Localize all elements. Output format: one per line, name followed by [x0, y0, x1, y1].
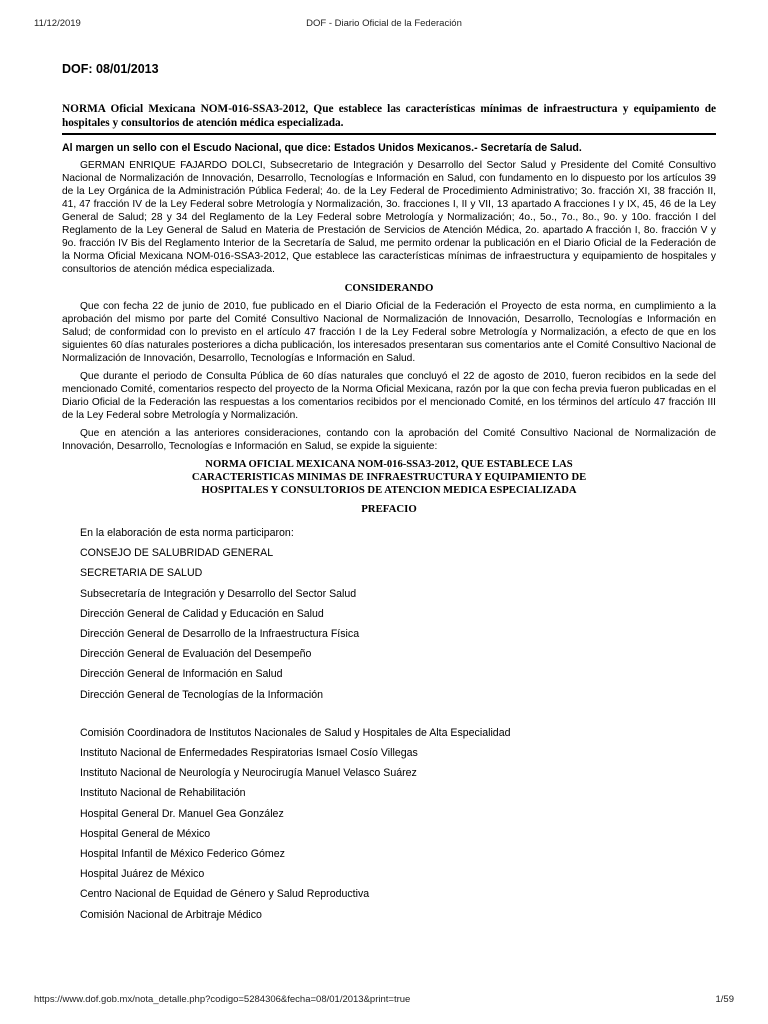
list-item: Instituto Nacional de Enfermedades Respiratorias Ismael Cosío Villegas — [80, 747, 418, 760]
prefacio-heading: PREFACIO — [361, 503, 417, 515]
page-number: 1/59 — [715, 994, 734, 1005]
margin-note: Al margen un sello con el Escudo Nacional, que dice: Estados Unidos Mexicanos.- Secretaría de Salud. — [62, 142, 582, 154]
list-item: Comisión Nacional de Arbitraje Médico — [80, 908, 262, 921]
list-item: Comisión Coordinadora de Institutos Nacionales de Salud y Hospitales de Alta Especialidad — [80, 726, 511, 739]
list-item: Dirección General de Evaluación del Desempeño — [80, 648, 312, 661]
list-item: Instituto Nacional de Rehabilitación — [80, 787, 246, 800]
norma-title: NORMA Oficial Mexicana NOM-016-SSA3-2012, Que establece las características mínimas de infraestructura y equipamiento de hospitales y consultorios de atención médica especializada. — [62, 102, 716, 135]
list-item: Subsecretaría de Integración y Desarrollo del Sector Salud — [80, 587, 357, 600]
participants-list — [80, 523, 716, 925]
print-url: https://www.dof.gob.mx/nota_detalle.php?codigo=5284306&fecha=08/01/2013&print=true — [34, 994, 411, 1005]
list-item: Centro Nacional de Equidad de Género y Salud Reproductiva — [80, 888, 370, 901]
norma-caps-title: NORMA OFICIAL MEXICANA NOM-016-SSA3-2012, QUE ESTABLECE LAS CARACTERISTICAS MINIMAS DE INFRAESTRUCTURA Y EQUIPAMIENTO DE HOSPITALES Y CONSULTORIOS DE ATENCION MEDICA ESPECIALIZADA — [191, 459, 587, 496]
dof-date: DOF: 08/01/2013 — [62, 62, 159, 76]
intro-paragraph: GERMAN ENRIQUE FAJARDO DOLCI, Subsecretario de Integración y Desarrollo del Sector Salud y Presidente del Comité Consultivo Nacional de Normalización de Innovación, Desarrollo, Tecnologías e Información en Salud, con fundamento en lo dispuesto por los artículos 39 de la Ley Orgánica de la Administración Pública Federal; 4o. de la Ley Federal de Procedimiento Administrativo; 3o. fracción XI, 38 fracción II, 41, 47 fracción IV de la Ley Federal sobre Metrología y Normalización, 3o. fracciones I, II y VII, 13 apartado A fracciones I y IX, 45, 46 de la Ley General de Salud; 28 y 34 del Reglamento de la Ley Federal sobre Metrología y Normalización; 4o., 5o., 7o., 8o., 9o. y 10o. fracción I del Reglamento de la Ley General de Salud en Materia de Prestación de Servicios de Atención Médica, 2o. apartado A fracción I, 8o. fracción V y 9o. fracción IV Bis del Reglamento Interior de la Secretaría de Salud, me permito ordenar la publicación en el Diario Oficial de la Federación de la Norma Oficial Mexicana NOM-016-SSA3-2012, Que establece las características mínimas de infraestructura y equipamiento de hospitales y consultorios de atención médica especializada. — [62, 160, 716, 275]
list-item: Hospital General Dr. Manuel Gea González — [80, 807, 284, 820]
list-item: Dirección General de Desarrollo de la Infraestructura Física — [80, 628, 360, 641]
considerando-heading: CONSIDERANDO — [344, 282, 434, 294]
considerando-paragraph: Que en atención a las anteriores consideraciones, contando con la aprobación del Comité Consultivo Nacional de Normalización de Innovación, Desarrollo, Tecnologías e Información en Salud, se expide la siguiente: — [62, 428, 716, 452]
list-item: Hospital General de México — [80, 827, 211, 840]
list-item: Hospital Infantil de México Federico Gómez — [80, 848, 285, 861]
list-item: Hospital Juárez de México — [80, 868, 205, 881]
considerando-paragraph: Que durante el periodo de Consulta Pública de 60 días naturales que concluyó el 22 de agosto de 2010, fueron recibidos en la sede del mencionado Comité, comentarios respecto del proyecto de la Norma Oficial Mexicana, razón por la que con fecha previa fueron publicadas en el Diario Oficial de la Federación las respuestas a los comentarios recibidos por el mencionado Comité, en los términos del artículo 47 fracción III de la Ley Federal sobre Metrología y Normalización. — [62, 371, 716, 421]
print-site-title: DOF - Diario Oficial de la Federación — [306, 18, 462, 29]
list-item: Dirección General de Tecnologías de la Información — [80, 688, 324, 701]
list-item: Dirección General de Calidad y Educación en Salud — [80, 607, 324, 620]
print-date: 11/12/2019 — [34, 18, 81, 29]
considerando-paragraph: Que con fecha 22 de junio de 2010, fue publicado en el Diario Oficial de la Federación el Proyecto de esta norma, en cumplimiento a la aprobación del mismo por parte del Comité Consultivo Nacional de Normalización de Innovación, Desarrollo, Tecnologías e Información en Salud; de conformidad con lo previsto en el artículo 47 fracción I de la Ley Federal sobre Metrología y Normalización, a efecto de que en los siguientes 60 días naturales posteriores a dicha publicación, los interesados presentaran sus comentarios ante el Comité Consultivo Nacional de Normalización de Innovación, Desarrollo, Tecnologías e Información en Salud. — [62, 301, 716, 364]
list-item: En la elaboración de esta norma participaron: — [80, 527, 294, 539]
list-item: Dirección General de Información en Salud — [80, 668, 283, 681]
list-item: Instituto Nacional de Neurología y Neurocirugía Manuel Velasco Suárez — [80, 767, 417, 780]
list-item: CONSEJO DE SALUBRIDAD GENERAL — [80, 547, 274, 560]
document-body — [62, 56, 716, 925]
list-spacer — [80, 705, 716, 723]
list-item: SECRETARIA DE SALUD — [80, 567, 203, 580]
